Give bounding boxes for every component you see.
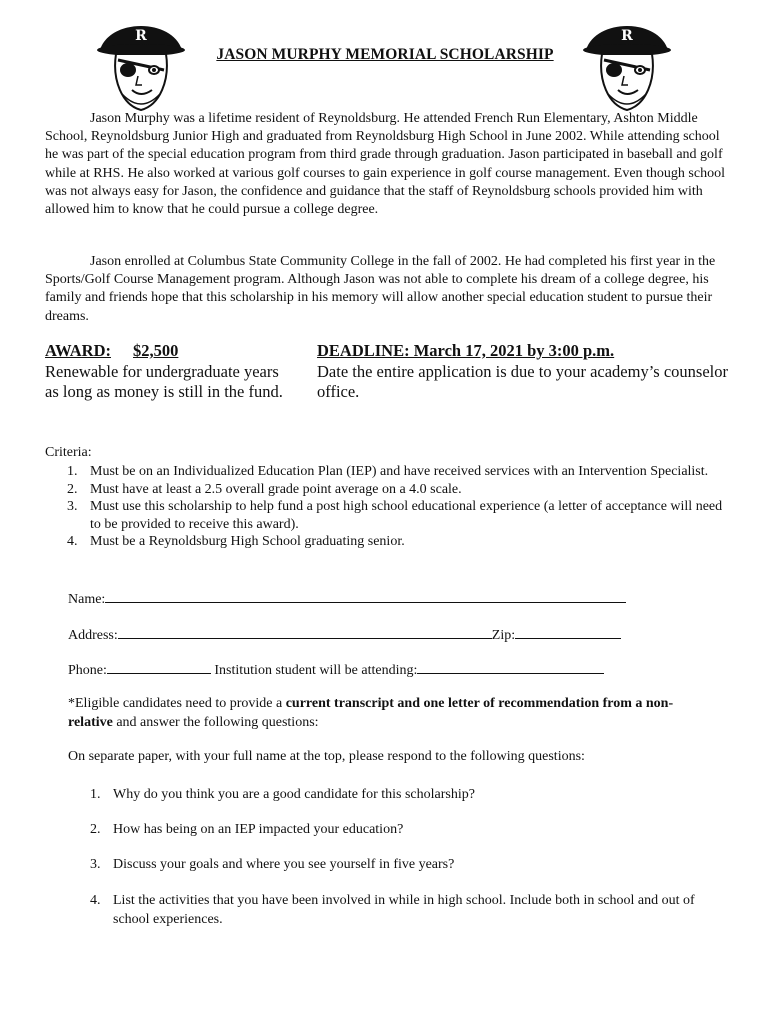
zip-input-line[interactable] bbox=[515, 624, 621, 639]
criteria-item: 4. Must be a Reynoldsburg High School graduating senior. bbox=[67, 534, 405, 550]
phone-field-row bbox=[68, 659, 604, 679]
intro-paragraph-1: Jason Murphy was a lifetime resident of Reynoldsburg. He attended French Run Elementary, Ashton Middle School, Reynoldsburg Junior High and graduated from Reynoldsburg High School in June 2002. While attending school he was part of the special education program from third grade through graduation. Jason participated in baseball and golf while at RHS. He also worked at various golf courses to gain experience in golf course management. Even though school was not always easy for Jason, the confidence and guidance that the staff of Reynoldsburg schools provided him with allowed him to know that he could pursue a college degree. bbox=[45, 111, 725, 218]
eligibility-note: *Eligible candidates need to provide a current transcript and one letter of recommendation from a non-relative and answer the following questions: bbox=[68, 696, 674, 730]
award-heading bbox=[45, 341, 285, 362]
question-item: 1. Why do you think you are a good candidate for this scholarship? bbox=[90, 787, 475, 802]
question-item: 4. List the activities that you have been involved in while in high school. Include both in school and out of school experiences. bbox=[90, 893, 695, 927]
pirate-mascot-icon bbox=[583, 26, 671, 110]
intro-paragraph-2: Jason enrolled at Columbus State Community College in the fall of 2002. He had completed his first year in the Sports/Golf Course Management program. Although Jason was not able to complete his dream of a college degree, his family and friends hope that this scholarship in his memory will allow another special education student to pursue their dreams. bbox=[45, 254, 716, 324]
address-input-line[interactable] bbox=[118, 624, 492, 639]
question-item: 2. How has being on an IEP impacted your education? bbox=[90, 822, 404, 837]
address-label: Address: bbox=[68, 628, 118, 643]
name-field-row bbox=[68, 588, 626, 608]
deadline-description: Date the entire application is due to your academy’s counselor office. bbox=[317, 361, 728, 401]
institution-label: Institution student will be attending: bbox=[214, 663, 418, 678]
page-title: JASON MURPHY MEMORIAL SCHOLARSHIP bbox=[216, 46, 554, 63]
pirate-mascot-icon bbox=[97, 26, 185, 110]
zip-label: Zip: bbox=[491, 628, 516, 643]
instructions-text: On separate paper, with your full name at the top, please respond to the following questions: bbox=[68, 749, 585, 764]
award-label: AWARD: bbox=[45, 341, 111, 360]
deadline-heading: DEADLINE: March 17, 2021 by 3:00 p.m. bbox=[317, 341, 615, 360]
svg-text:R: R bbox=[135, 28, 147, 44]
institution-input-line[interactable] bbox=[417, 659, 604, 674]
deadline-section bbox=[317, 341, 737, 403]
phone-input-line[interactable] bbox=[107, 659, 211, 674]
required-documents: current transcript and one letter of recommendation from a non-relative bbox=[68, 696, 674, 730]
award-amount: $2,500 bbox=[133, 341, 179, 360]
name-label: Name: bbox=[68, 592, 106, 607]
svg-text:R: R bbox=[621, 28, 633, 44]
award-section bbox=[45, 341, 285, 403]
award-description: Renewable for undergraduate years as long as money is still in the fund. bbox=[45, 361, 283, 401]
criteria-list bbox=[45, 463, 725, 551]
address-field-row bbox=[68, 624, 621, 644]
criteria-item: 2. Must have at least a 2.5 overall grade point average on a 4.0 scale. bbox=[67, 481, 462, 497]
phone-label: Phone: bbox=[68, 663, 107, 678]
question-item: 3. Discuss your goals and where you see yourself in five years? bbox=[90, 857, 455, 872]
pirate-mascot-logo-right bbox=[578, 10, 676, 118]
criteria-item: 1. Must be on an Individualized Education Plan (IEP) and have received services with an Intervention Specialist. bbox=[67, 464, 709, 479]
criteria-label: Criteria: bbox=[45, 445, 92, 460]
name-input-line[interactable] bbox=[105, 588, 626, 603]
pirate-mascot-logo-left bbox=[92, 10, 190, 118]
criteria-item: 3. Must use this scholarship to help fund a post high school educational experience (a letter of acceptance will need to be provided to receive this award). bbox=[67, 499, 723, 532]
